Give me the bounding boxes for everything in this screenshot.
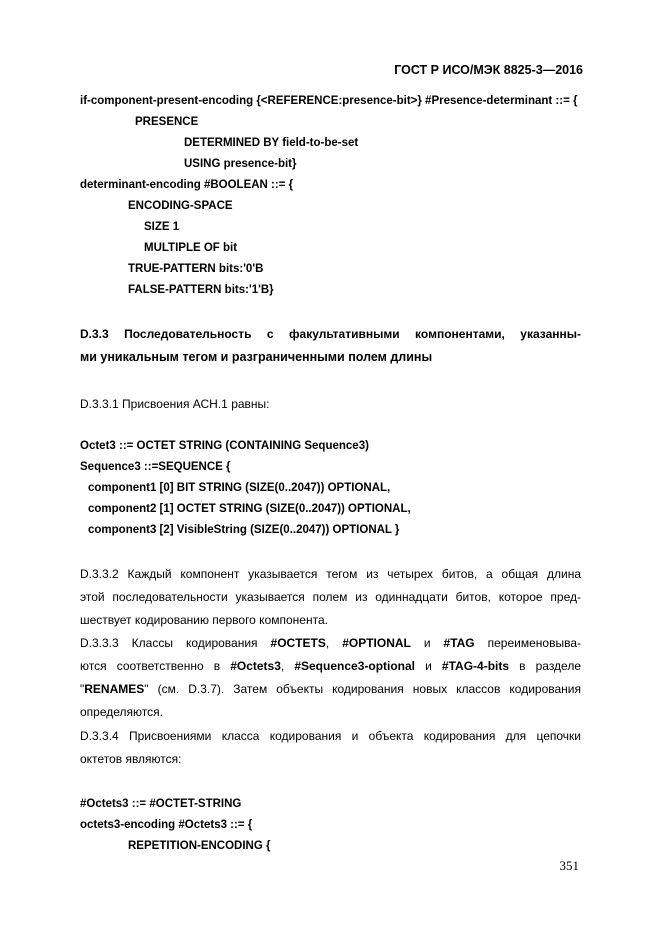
code-line: Sequence3 ::=SEQUENCE { <box>80 461 231 473</box>
paragraph-line: "RENAMES" (см. D.3.7). Затем объекты кодирования новых классов кодирования <box>80 682 581 696</box>
code-line: DETERMINED BY field-to-be-set <box>184 137 359 149</box>
code-line: determinant-encoding #BOOLEAN ::= { <box>80 179 294 191</box>
code-line: TRUE-PATTERN bits:'0'B <box>128 263 264 275</box>
paragraph-line: D.3.3.4 Присвоениями класса кодирования и объекта кодирования для цепочки <box>80 729 581 743</box>
code-line: SIZE 1 <box>144 221 180 233</box>
paragraph-line: D.3.3.3 Классы кодирования #OCTETS, #OPTIONAL и #TAG переименовыва- <box>80 636 581 650</box>
paragraph-line: определяются. <box>80 705 163 719</box>
class-name-tag: #TAG <box>443 636 475 650</box>
class-name-octets: #OCTETS <box>270 636 326 650</box>
code-line: #Octets3 ::= #OCTET-STRING <box>80 798 242 810</box>
code-line: octets3-encoding #Octets3 ::= { <box>80 819 253 831</box>
code-line: if-component-present-encoding {<REFERENCE:presence-bit>} #Presence-determinant ::= { <box>80 95 578 107</box>
class-name-tag-4-bits: #TAG-4-bits <box>441 659 510 673</box>
paragraph-line: ются соответственно в #Octets3, #Sequence3-optional и #TAG-4-bits в разделе <box>80 659 582 673</box>
class-name-octets3: #Octets3 <box>230 659 281 673</box>
code-line: MULTIPLE OF bit <box>144 242 238 254</box>
code-line: component3 [2] VisibleString (SIZE(0..2047)) OPTIONAL } <box>88 524 400 536</box>
document-header: ГОСТ Р ИСО/МЭК 8825-3—2016 <box>394 63 583 77</box>
code-line: Octet3 ::= OCTET STRING (CONTAINING Sequence3) <box>80 440 369 452</box>
code-line: ENCODING-SPACE <box>128 200 233 212</box>
code-line: FALSE-PATTERN bits:'1'B} <box>128 284 274 296</box>
renames-keyword: RENAMES <box>84 682 145 696</box>
section-title-line: D.3.3 Последовательность с факультативными компонентами, указанны- <box>80 327 581 341</box>
paragraph-line: шествует кодированию первого компонента. <box>80 613 328 627</box>
code-line: PRESENCE <box>135 116 199 128</box>
page-number: 351 <box>559 858 579 873</box>
class-name-optional: #OPTIONAL <box>342 636 411 650</box>
paragraph-line: этой последовательности указывается полем из одиннадцати битов, которое пред- <box>80 590 581 604</box>
code-line: USING presence-bit} <box>184 158 297 170</box>
paragraph-line: D.3.3.2 Каждый компонент указывается тегом из четырех битов, а общая длина <box>80 567 581 581</box>
paragraph-line: октетов являются: <box>80 752 182 766</box>
code-line: REPETITION-ENCODING { <box>128 840 271 852</box>
code-line: component1 [0] BIT STRING (SIZE(0..2047)) OPTIONAL, <box>88 482 391 494</box>
section-title-line: ми уникальным тегом и разграниченными полем длины <box>80 350 433 364</box>
paragraph-d331: D.3.3.1 Присвоения АСН.1 равны: <box>80 397 270 411</box>
class-name-sequence3-optional: #Sequence3-optional <box>294 659 416 673</box>
code-line: component2 [1] OCTET STRING (SIZE(0..2047)) OPTIONAL, <box>88 503 411 515</box>
